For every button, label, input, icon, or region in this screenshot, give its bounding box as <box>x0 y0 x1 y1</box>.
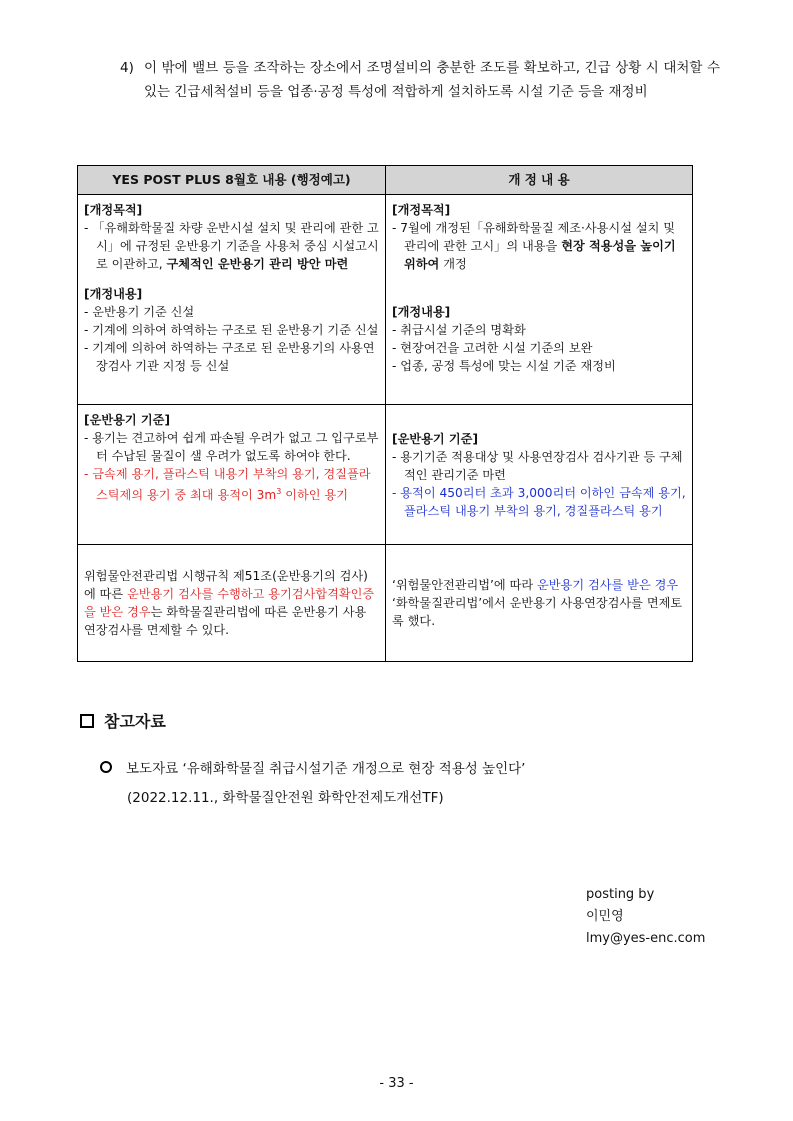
page-number: - 33 - <box>379 1076 414 1091</box>
section-heading: [개정내용] <box>84 287 143 301</box>
list-item: - 업종, 공정 특성에 맞는 시설 기준 재정비 <box>392 359 616 373</box>
list-item: - 용기는 견고하여 쉽게 파손될 우려가 없고 그 입구로부터 수납된 물질이 샐 우려가 없도록 하여야 한다. <box>84 431 379 463</box>
purpose-text: - 7월에 개정된「유해화학물질 제조·사용시설 설치 및 관리에 관한 고시」의 내용을 현장 적용성을 높이기 위하여 개정 <box>392 221 676 271</box>
section-heading: [운반용기 기준] <box>392 431 479 446</box>
author-email: lmy@yes-enc.com <box>586 931 706 946</box>
table-row <box>78 545 693 662</box>
references-heading: 참고자료 <box>80 709 166 732</box>
item-number: 4) <box>120 60 134 76</box>
list-item: - 기계에 의하여 하역하는 구조로 된 운반용기의 사용연장검사 기관 지정 등 신설 <box>84 341 375 373</box>
table-header-row <box>78 166 693 195</box>
reference-item: 보도자료 ‘유해화학물질 취급시설기준 개정으로 현장 적용성 높인다’ <box>100 757 525 777</box>
column-header-revision: 개 정 내 용 <box>386 166 693 195</box>
list-item: - 용기기준 적용대상 및 사용연장검사 검사기관 등 구체적인 관리기준 마련 <box>392 449 683 482</box>
list-item: - 운반용기 기준 신설 <box>84 305 195 319</box>
purpose-text: - 「유해화학물질 차량 운반시설 설치 및 관리에 관한 고시」에 규정된 운반용기 기준을 사용처 중심 시설고시로 이관하고, 구체적인 운반용기 관리 방안 마련 <box>84 221 379 271</box>
author-name: 이민영 <box>586 909 624 924</box>
cell-previous-inspection <box>78 545 386 662</box>
list-item: - 현장여건을 고려한 시설 기준의 보완 <box>392 341 593 355</box>
inspection-text: ‘위험물안전관리법’에 따라 운반용기 검사를 받은 경우 ‘화학물질관리법’에서 운반용기 사용연장검사를 면제토록 했다. <box>392 578 683 628</box>
cell-previous-container-standard <box>78 405 386 545</box>
table-row <box>78 405 693 545</box>
inspection-text: 위험물안전관리법 시행규칙 제51조(운반용기의 검사)에 따른 운반용기 검사를 수행하고 용기검사합격확인증을 받은 경우는 화학물질관리법에 따른 운반용기 사용 연장검사를 면제할 수 있다. <box>84 569 375 637</box>
comparison-table <box>77 165 693 662</box>
cell-revision-container-standard <box>386 405 693 545</box>
list-item: - 용적이 450리터 초과 3,000리터 이하인 금속제 용기, 플라스틱 내용기 부착의 용기, 경질플라스틱 용기 <box>392 485 686 518</box>
section-heading: [개정내용] <box>392 305 451 319</box>
list-item-4 <box>120 56 720 104</box>
list-item: - 취급시설 기준의 명확화 <box>392 323 526 337</box>
reference-source: (2022.12.11., 화학물질안전원 화학안전제도개선TF) <box>127 790 444 806</box>
section-heading: [개정목적] <box>392 203 451 217</box>
cell-previous-purpose <box>78 195 386 405</box>
circle-bullet-icon <box>100 761 112 773</box>
cell-revision-purpose <box>386 195 693 405</box>
checkbox-square-icon <box>80 714 94 728</box>
column-header-previous: YES POST PLUS 8월호 내용 (행정예고) <box>78 166 386 195</box>
posting-info <box>586 884 705 950</box>
list-item: - 금속제 용기, 플라스틱 내용기 부착의 용기, 경질플라스틱제의 용기 중 최대 용적이 $3m^3$ 이하인 용기 <box>84 467 371 503</box>
item-text: 이 밖에 밸브 등을 조작하는 장소에서 조명설비의 충분한 조도를 확보하고, 긴급 상황 시 대처할 수 있는 긴급세척설비 등을 업종·공정 특성에 적합하게 설치하도록 시설 기준 등을 재정비 <box>144 60 720 100</box>
section-heading: [개정목적] <box>84 203 143 217</box>
table-row <box>78 195 693 405</box>
cell-revision-inspection <box>386 545 693 662</box>
posting-by: posting by <box>586 887 655 902</box>
section-heading: [운반용기 기준] <box>84 413 171 427</box>
list-item: - 기계에 의하여 하역하는 구조로 된 운반용기 기준 신설 <box>84 323 379 337</box>
